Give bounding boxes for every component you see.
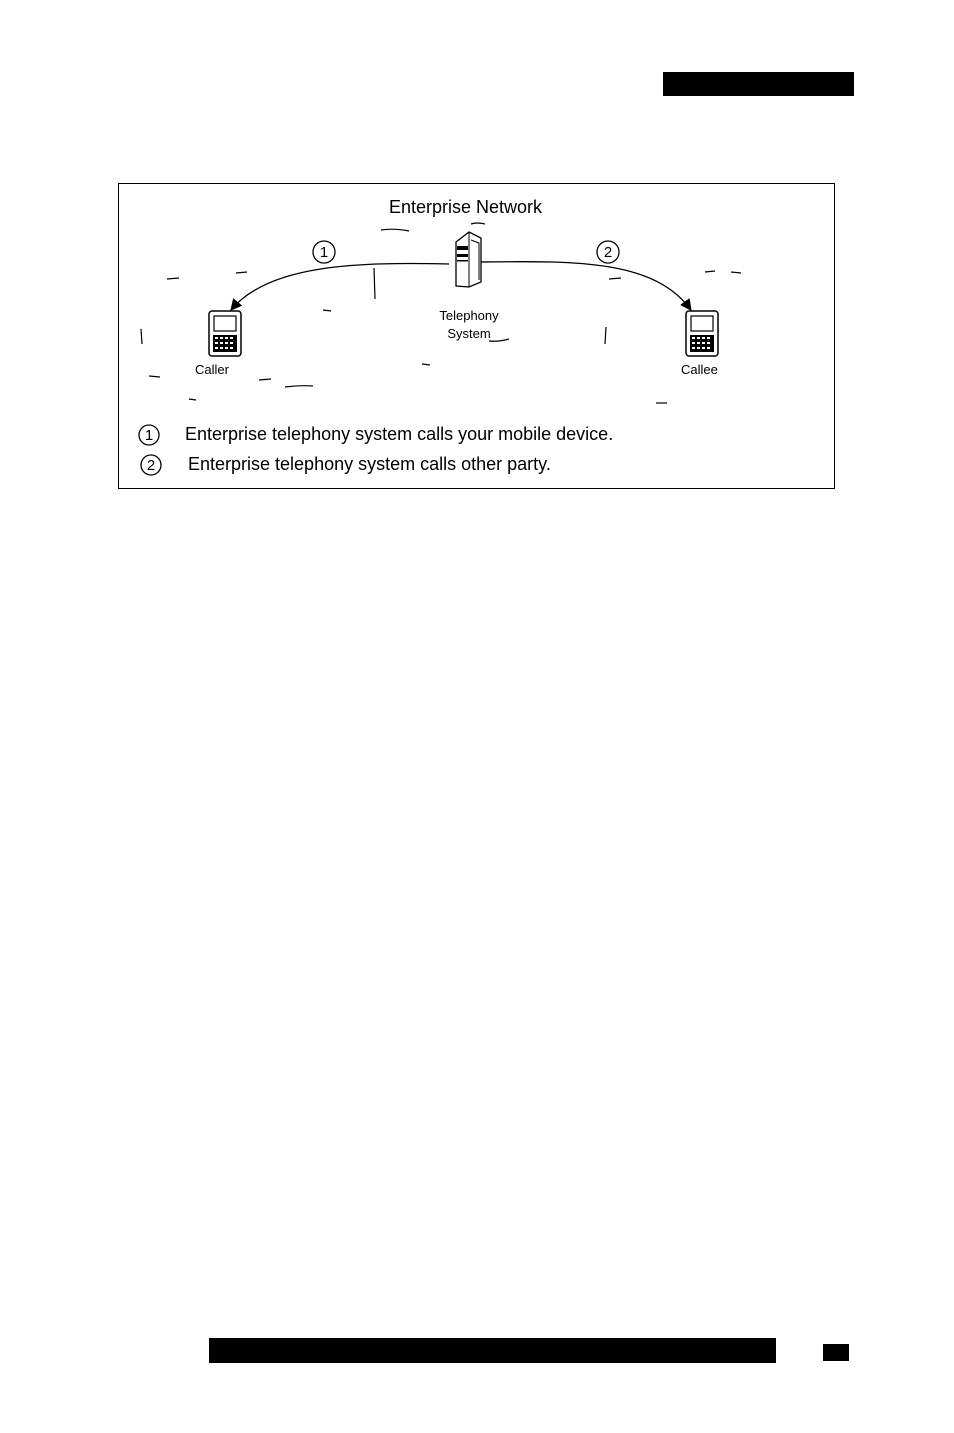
header-bar <box>663 72 854 96</box>
callee-mobile-icon <box>686 311 718 356</box>
page-number-box <box>823 1344 849 1361</box>
server-tower-icon <box>456 232 481 287</box>
legend-step2-marker: 2 <box>146 457 156 474</box>
caller-label: Caller <box>195 362 229 377</box>
enterprise-network-diagram <box>118 183 835 489</box>
telephony-label-line2: System <box>447 326 491 341</box>
footer-bar <box>209 1338 776 1363</box>
call-arrow-to-callee <box>479 262 691 310</box>
callee-label: Callee <box>681 362 718 377</box>
legend-step1-marker: 1 <box>144 427 154 444</box>
step2-marker: 2 <box>603 244 613 261</box>
caller-mobile-icon <box>209 311 241 356</box>
legend-step2-text: Enterprise telephony system calls other party. <box>188 454 551 474</box>
step1-marker: 1 <box>319 244 329 261</box>
legend-step1-text: Enterprise telephony system calls your mobile device. <box>185 424 614 444</box>
call-arrow-to-caller <box>231 264 449 310</box>
telephony-label-line1: Telephony <box>439 308 499 323</box>
telephony-system-label <box>419 307 519 343</box>
diagram-title: Enterprise Network <box>389 197 543 217</box>
